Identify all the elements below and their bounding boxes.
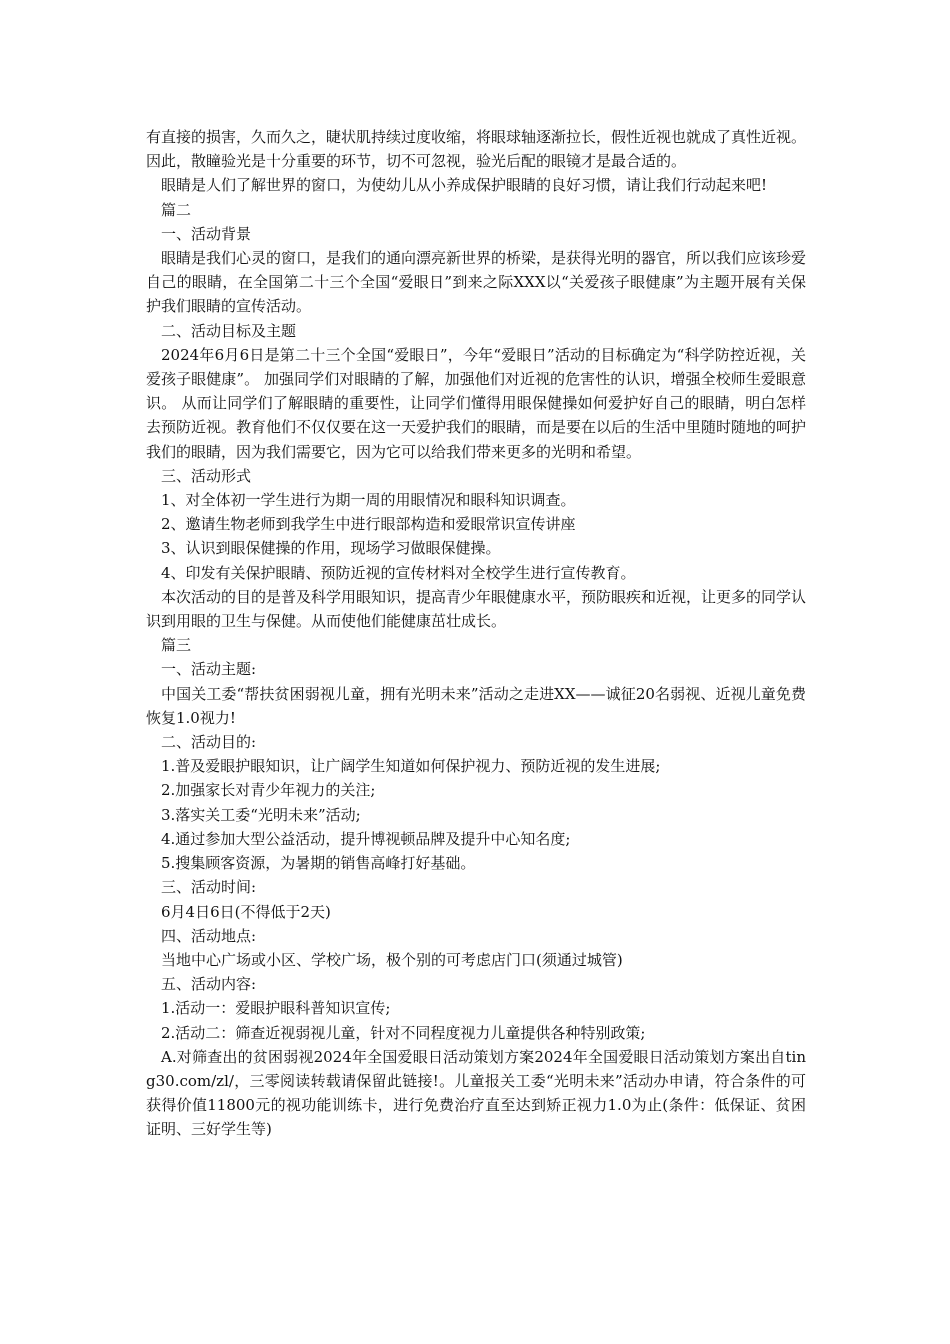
- paragraph: 二、活动目的:: [161, 733, 257, 752]
- paragraph: 1.普及爱眼护眼知识，让广阔学生知道如何保护视力、预防近视的发生进展;: [161, 757, 661, 776]
- paragraph: 6月4日6日(不得低于2天): [161, 902, 331, 921]
- paragraph: 篇二: [161, 200, 192, 219]
- paragraph: 眼睛是人们了解世界的窗口，为使幼儿从小养成保护眼睛的良好习惯，请让我们行动起来吧!: [161, 176, 768, 195]
- paragraph: 2024年6月6日是第二十三个全国“爱眼日”，今年“爱眼日”活动的目标确定为“科学防控近视，关爱孩子眼健康”。 加强同学们对眼睛的了解，加强他们对近视的危害性的认识，增强全校师生爱眼意识。 从而让同学们了解眼睛的重要性，让同学们懂得用眼保健操如何爱护好自己的眼睛，明白怎样去预防近视。教育他们不仅仅要在这一天爱护我们的眼睛，而是要在以后的生活中里随时随地的呵护我们的眼睛，因为我们需要它，因为它可以给我们带来更多的光明和希望。: [146, 345, 807, 461]
- paragraph: 中国关工委“帮扶贫困弱视儿童，拥有光明未来”活动之走进XX——诚征20名弱视、近视儿童免费恢复1.0视力!: [146, 684, 806, 727]
- paragraph: 五、活动内容:: [161, 975, 257, 994]
- paragraph: 2.加强家长对青少年视力的关注;: [161, 781, 376, 800]
- paragraph: 3.落实关工委“光明未来”活动;: [161, 805, 361, 824]
- paragraph: 1、对全体初一学生进行为期一周的用眼情况和眼科知识调查。: [161, 491, 576, 510]
- paragraph: 三、活动形式: [161, 466, 252, 485]
- paragraph: 三、活动时间:: [161, 878, 257, 897]
- document-body: [146, 125, 806, 1142]
- paragraph: 一、活动背景: [161, 224, 252, 243]
- paragraph: 3、认识到眼保健操的作用，现场学习做眼保健操。: [161, 539, 501, 558]
- paragraph: 本次活动的目的是普及科学用眼知识，提高青少年眼健康水平，预防眼疾和近视，让更多的同学认识到用眼的卫生与保健。从而使他们能健康茁壮成长。: [146, 587, 807, 631]
- paragraph: 有直接的损害，久而久之，睫状肌持续过度收缩，将眼球轴逐渐拉长，假性近视也就成了真性近视。因此，散瞳验光是十分重要的环节，切不可忽视，验光后配的眼镜才是最合适的。: [146, 128, 807, 171]
- paragraph: 二、活动目标及主题: [161, 321, 297, 340]
- paragraph: 2.活动二：筛查近视弱视儿童，针对不同程度视力儿童提供各种特别政策;: [161, 1023, 646, 1042]
- paragraph: 一、活动主题:: [161, 660, 257, 679]
- paragraph: 四、活动地点:: [161, 926, 257, 945]
- paragraph: 2、邀请生物老师到我学生中进行眼部构造和爱眼常识宣传讲座: [161, 515, 576, 534]
- paragraph: 4、印发有关保护眼睛、预防近视的宣传材料对全校学生进行宣传教育。: [161, 563, 636, 582]
- paragraph: 眼睛是我们心灵的窗口，是我们的通向漂亮新世界的桥梁，是获得光明的器官，所以我们应该珍爱自己的眼睛，在全国第二十三个全国“爱眼日”到来之际XXX以“关爱孩子眼健康”为主题开展有关保护我们眼睛的宣传活动。: [146, 249, 807, 316]
- paragraph: 当地中心广场或小区、学校广场，极个别的可考虑店门口(须通过城管): [161, 950, 623, 969]
- paragraph: 篇三: [161, 636, 192, 655]
- paragraph: 1.活动一：爱眼护眼科普知识宣传;: [161, 999, 391, 1018]
- paragraph: A.对筛查出的贫困弱视2024年全国爱眼日活动策划方案2024年全国爱眼日活动策划方案出自ting30.com/zl/，三零阅读转载请保留此链接!。儿童报关工委“光明未来”活动办申请，符合条件的可获得价值11800元的视功能训练卡，进行免费治疗直至达到矫正视力1.0为止(条件：低保证、贫困证明、三好学生等): [146, 1047, 806, 1139]
- paragraph: 4.通过参加大型公益活动，提升博视顿品牌及提升中心知名度;: [161, 829, 571, 848]
- paragraph: 5.搜集顾客资源，为暑期的销售高峰打好基础。: [161, 854, 476, 873]
